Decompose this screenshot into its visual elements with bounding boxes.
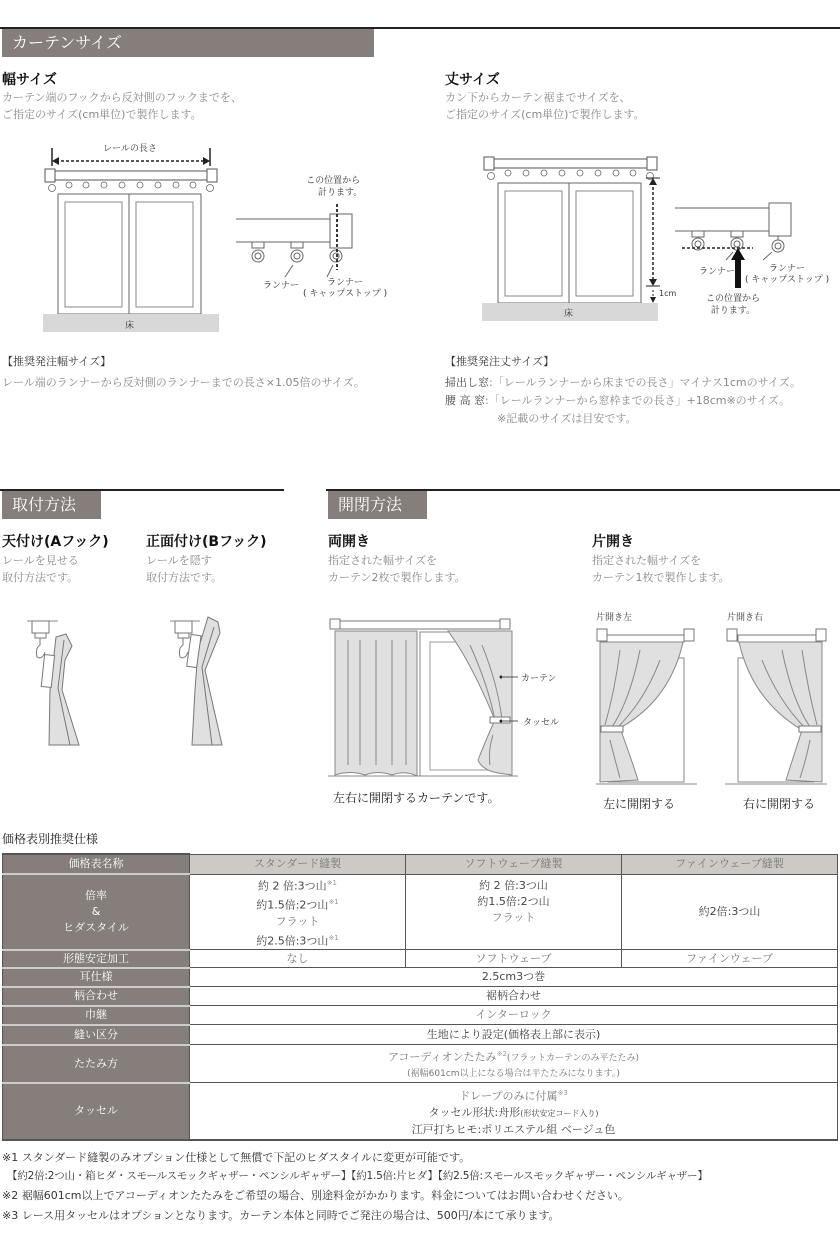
shape-fine: ファインウェーブ	[622, 950, 838, 968]
footnote-2: ※2 裾幅601cm以上でアコーディオンたたみをご希望の場合、別途料金がかかります。料金についてはお問い合わせください。	[2, 1189, 629, 1202]
width-size-title: 幅サイズ	[2, 72, 57, 88]
col-standard: スタンダード縫製	[190, 854, 406, 874]
double-open-title: 両開き	[328, 534, 370, 550]
section-title-opening: 開閉方法	[328, 491, 427, 519]
shape-label: 形態安定加工	[3, 950, 190, 968]
table-row	[3, 1083, 838, 1140]
ratio-label: 倍率 & ヒダスタイル	[3, 874, 190, 950]
seam-label: 巾継	[3, 1006, 190, 1025]
pattern-value: 裾柄合わせ	[190, 987, 838, 1006]
recommend-width-text: レール端のランナーから反対側のランナーまでの長さ×1.05倍のサイズ。	[2, 376, 365, 389]
single-left-caption: 左に開閉する	[603, 797, 676, 811]
mount-diagrams	[0, 600, 280, 760]
double-open-caption: 左右に開閉するカーテンです。	[333, 791, 500, 805]
opening-diagrams	[320, 600, 840, 800]
ratio-standard: 約 2 倍:3つ山$^{※1}$ 約1.5倍:2つ山$^{※1}$ フラット 約2.5倍:3つ山$^{※1}$	[190, 874, 406, 950]
recommend-length-title: 【推奨発注丈サイズ】	[445, 355, 555, 368]
header-label: 価格表名称	[3, 854, 190, 874]
table-row	[3, 1045, 838, 1083]
width-size-desc: カーテン端のフックから反対側のフックまでを、 ご指定のサイズ(cm単位)で製作します。	[2, 91, 242, 121]
width-runner-cap-label: ランナー ( キャップストップ )	[303, 278, 388, 299]
table-row	[3, 854, 838, 874]
table-row	[3, 950, 838, 968]
fold-label: たたみ方	[3, 1045, 190, 1083]
shape-standard: なし	[190, 950, 406, 968]
mount-a-title: 天付け(Aフック)	[2, 534, 109, 550]
width-measure-point-label: この位置から 計ります。	[306, 176, 363, 198]
mount-a-desc: レールを見せる 取付方法です。	[2, 554, 79, 584]
table-row	[3, 1025, 838, 1045]
section-title-mounting: 取付方法	[2, 491, 101, 519]
length-diagram	[420, 140, 840, 340]
length-gap-label: 1cm	[659, 289, 677, 298]
pattern-label: 柄合わせ	[3, 987, 190, 1006]
single-right-label: 片開き右	[727, 613, 764, 623]
sewing-label: 縫い区分	[3, 1025, 190, 1045]
table-row	[3, 987, 838, 1006]
seam-value: インターロック	[190, 1006, 838, 1025]
col-soft: ソフトウェーブ縫製	[406, 854, 622, 874]
ear-value: 2.5cm3つ巻	[190, 968, 838, 987]
width-runner-label: ランナー	[263, 281, 300, 291]
ratio-fine: 約2倍:3つ山	[622, 874, 838, 950]
mount-b-title: 正面付け(Bフック)	[146, 534, 267, 550]
double-open-desc: 指定された幅サイズを カーテン2枚で製作します。	[328, 554, 466, 584]
footnote-1: ※1 スタンダード縫製のみオプション仕様として無償で下記のヒダスタイルに変更が可能です。	[2, 1151, 471, 1164]
ear-label: 耳仕様	[3, 968, 190, 987]
curtain-label: カーテン	[521, 674, 557, 684]
table-row	[3, 1006, 838, 1025]
spec-table	[2, 853, 838, 1141]
length-floor-label: 床	[564, 309, 574, 319]
col-fine: ファインウェーブ縫製	[622, 854, 838, 874]
recommend-width-title: 【推奨発注幅サイズ】	[2, 355, 112, 368]
tassel-row-label: タッセル	[3, 1083, 190, 1140]
length-runner-cap-label: ランナー ( キャップストップ )	[745, 264, 830, 285]
fold-value: アコーディオンたたみ$^{※2}$(フラットカーテンのみ平たたみ) (裾幅601cm以上になる場合は平たたみになります。)	[190, 1045, 838, 1083]
single-open-title: 片開き	[592, 534, 634, 550]
footnote-3: ※3 レース用タッセルはオプションとなります。カーテン本体と同時でご発注の場合は、500円/本にて承ります。	[2, 1209, 560, 1222]
length-size-desc: カン下からカーテン裾までサイズを、 ご指定のサイズ(cm単位)で製作します。	[445, 91, 645, 121]
rail-length-label: レールの長さ	[103, 144, 157, 154]
tassel-value: ドレープのみに付属$^{※3}$ タッセル形状:舟形(形状安定コード入り) 江戸打ちヒモ:ポリエステル組 ベージュ色	[190, 1083, 838, 1140]
mount-b-desc: レールを隠す 取付方法です。	[146, 554, 223, 584]
recommend-length-text: 掃出し窓:「レールランナーから床までの長さ」マイナス1cmのサイズ。 腰 高 窓:「レールランナーから窓枠までの長さ」+18cm※のサイズ。 ※記載のサイズは目安です。	[445, 376, 802, 425]
spec-table-title: 価格表別推奨仕様	[2, 832, 99, 846]
single-open-desc: 指定された幅サイズを カーテン1枚で製作します。	[592, 554, 730, 584]
tassel-label: タッセル	[523, 718, 560, 728]
shape-soft: ソフトウェーブ	[406, 950, 622, 968]
table-row	[3, 968, 838, 987]
ratio-soft: 約 2 倍:3つ山 約1.5倍:2つ山 フラット	[406, 874, 622, 950]
length-runner-label: ランナー	[699, 267, 736, 277]
length-size-title: 丈サイズ	[445, 72, 500, 88]
section-title-curtain-size: カーテンサイズ	[2, 29, 374, 57]
width-floor-label: 床	[125, 321, 135, 331]
width-diagram	[0, 130, 420, 340]
single-right-caption: 右に開閉する	[743, 797, 816, 811]
single-left-label: 片開き左	[596, 613, 633, 623]
length-measure-point-label: この位置から 計ります。	[706, 294, 761, 316]
sewing-value: 生地により設定(価格表上部に表示)	[190, 1025, 838, 1045]
table-row	[3, 874, 838, 950]
footnote-1-options: 【約2倍:2つ山・箱ヒダ・スモールスモックギャザー・ペンシルギャザー】【約1.5倍:片ヒダ】【約2.5倍:スモールスモックギャザー・ペンシルギャザー】	[2, 1170, 708, 1182]
